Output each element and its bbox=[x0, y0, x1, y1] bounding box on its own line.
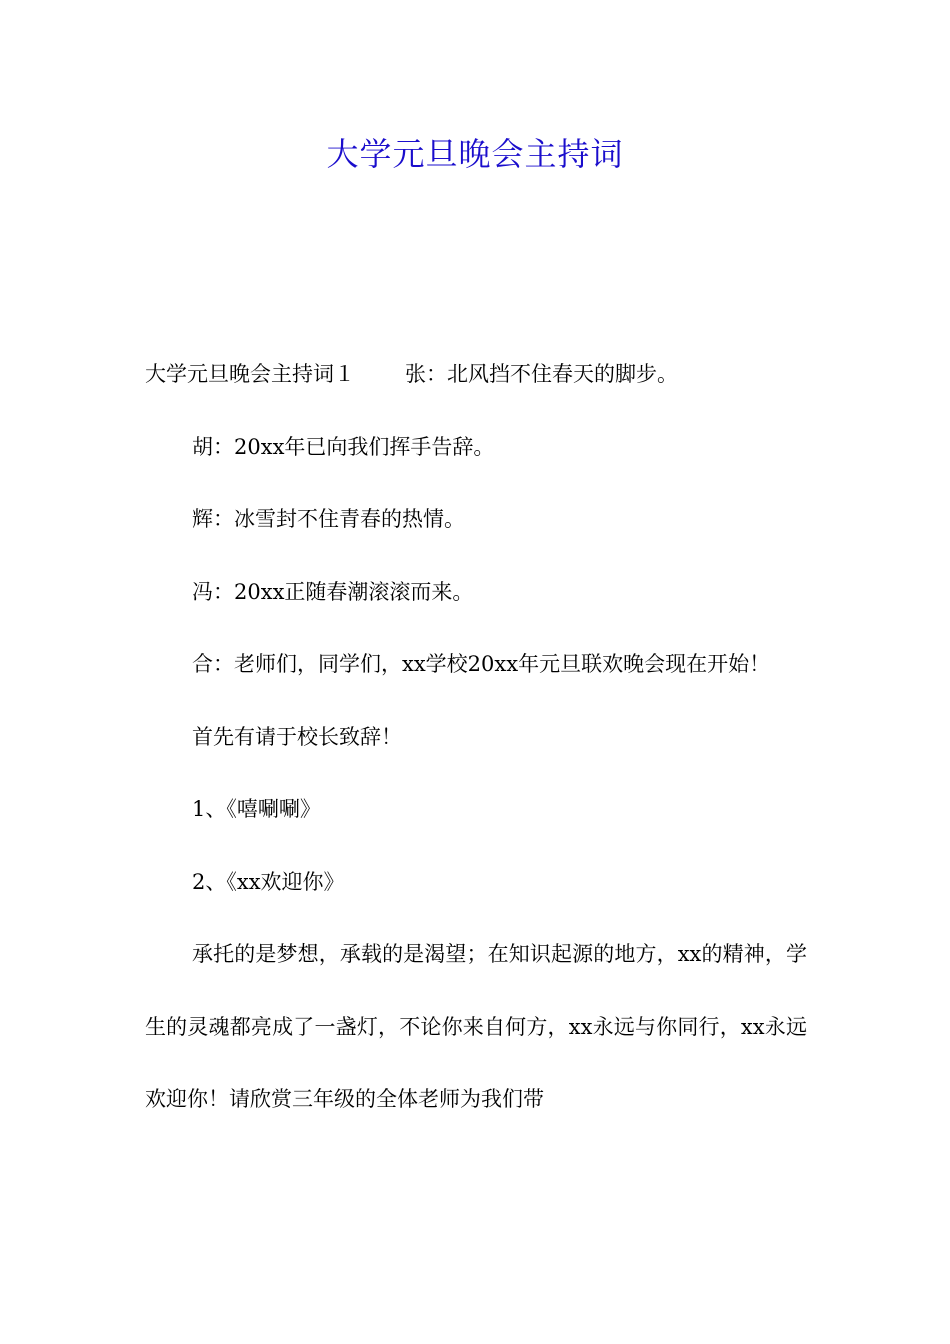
paragraph: 辉：冰雪封不住青春的热情。 bbox=[192, 507, 465, 531]
paragraph: 合：老师们，同学们，xx学校20xx年元旦联欢晚会现在开始！ bbox=[192, 652, 771, 676]
paragraph: 冯：20xx正随春潮滚滚而来。 bbox=[192, 579, 474, 604]
document-body bbox=[145, 338, 807, 1136]
inline-heading: 大学元旦晚会主持词１ bbox=[145, 362, 355, 386]
paragraph-opening bbox=[145, 338, 807, 411]
paragraph: 胡：20xx年已向我们挥手告辞。 bbox=[192, 434, 495, 459]
paragraph-text: 张：北风挡不住春天的脚步。 bbox=[405, 362, 678, 386]
paragraph: 首先有请于校长致辞！ bbox=[192, 724, 402, 749]
paragraph: 承托的是梦想，承载的是渴望；在知识起源的地方，xx的精神，学生的灵魂都亮成了一盏灯，不论你来自何方，xx永远与你同行，xx永远欢迎你！请欣赏三年级的全体老师为我们带 bbox=[145, 942, 807, 1111]
paragraph: 1、《嘻唰唰》 bbox=[192, 797, 321, 821]
document-title: 大学元旦晚会主持词 bbox=[326, 135, 624, 173]
paragraph: 2、《xx欢迎你》 bbox=[192, 869, 345, 894]
